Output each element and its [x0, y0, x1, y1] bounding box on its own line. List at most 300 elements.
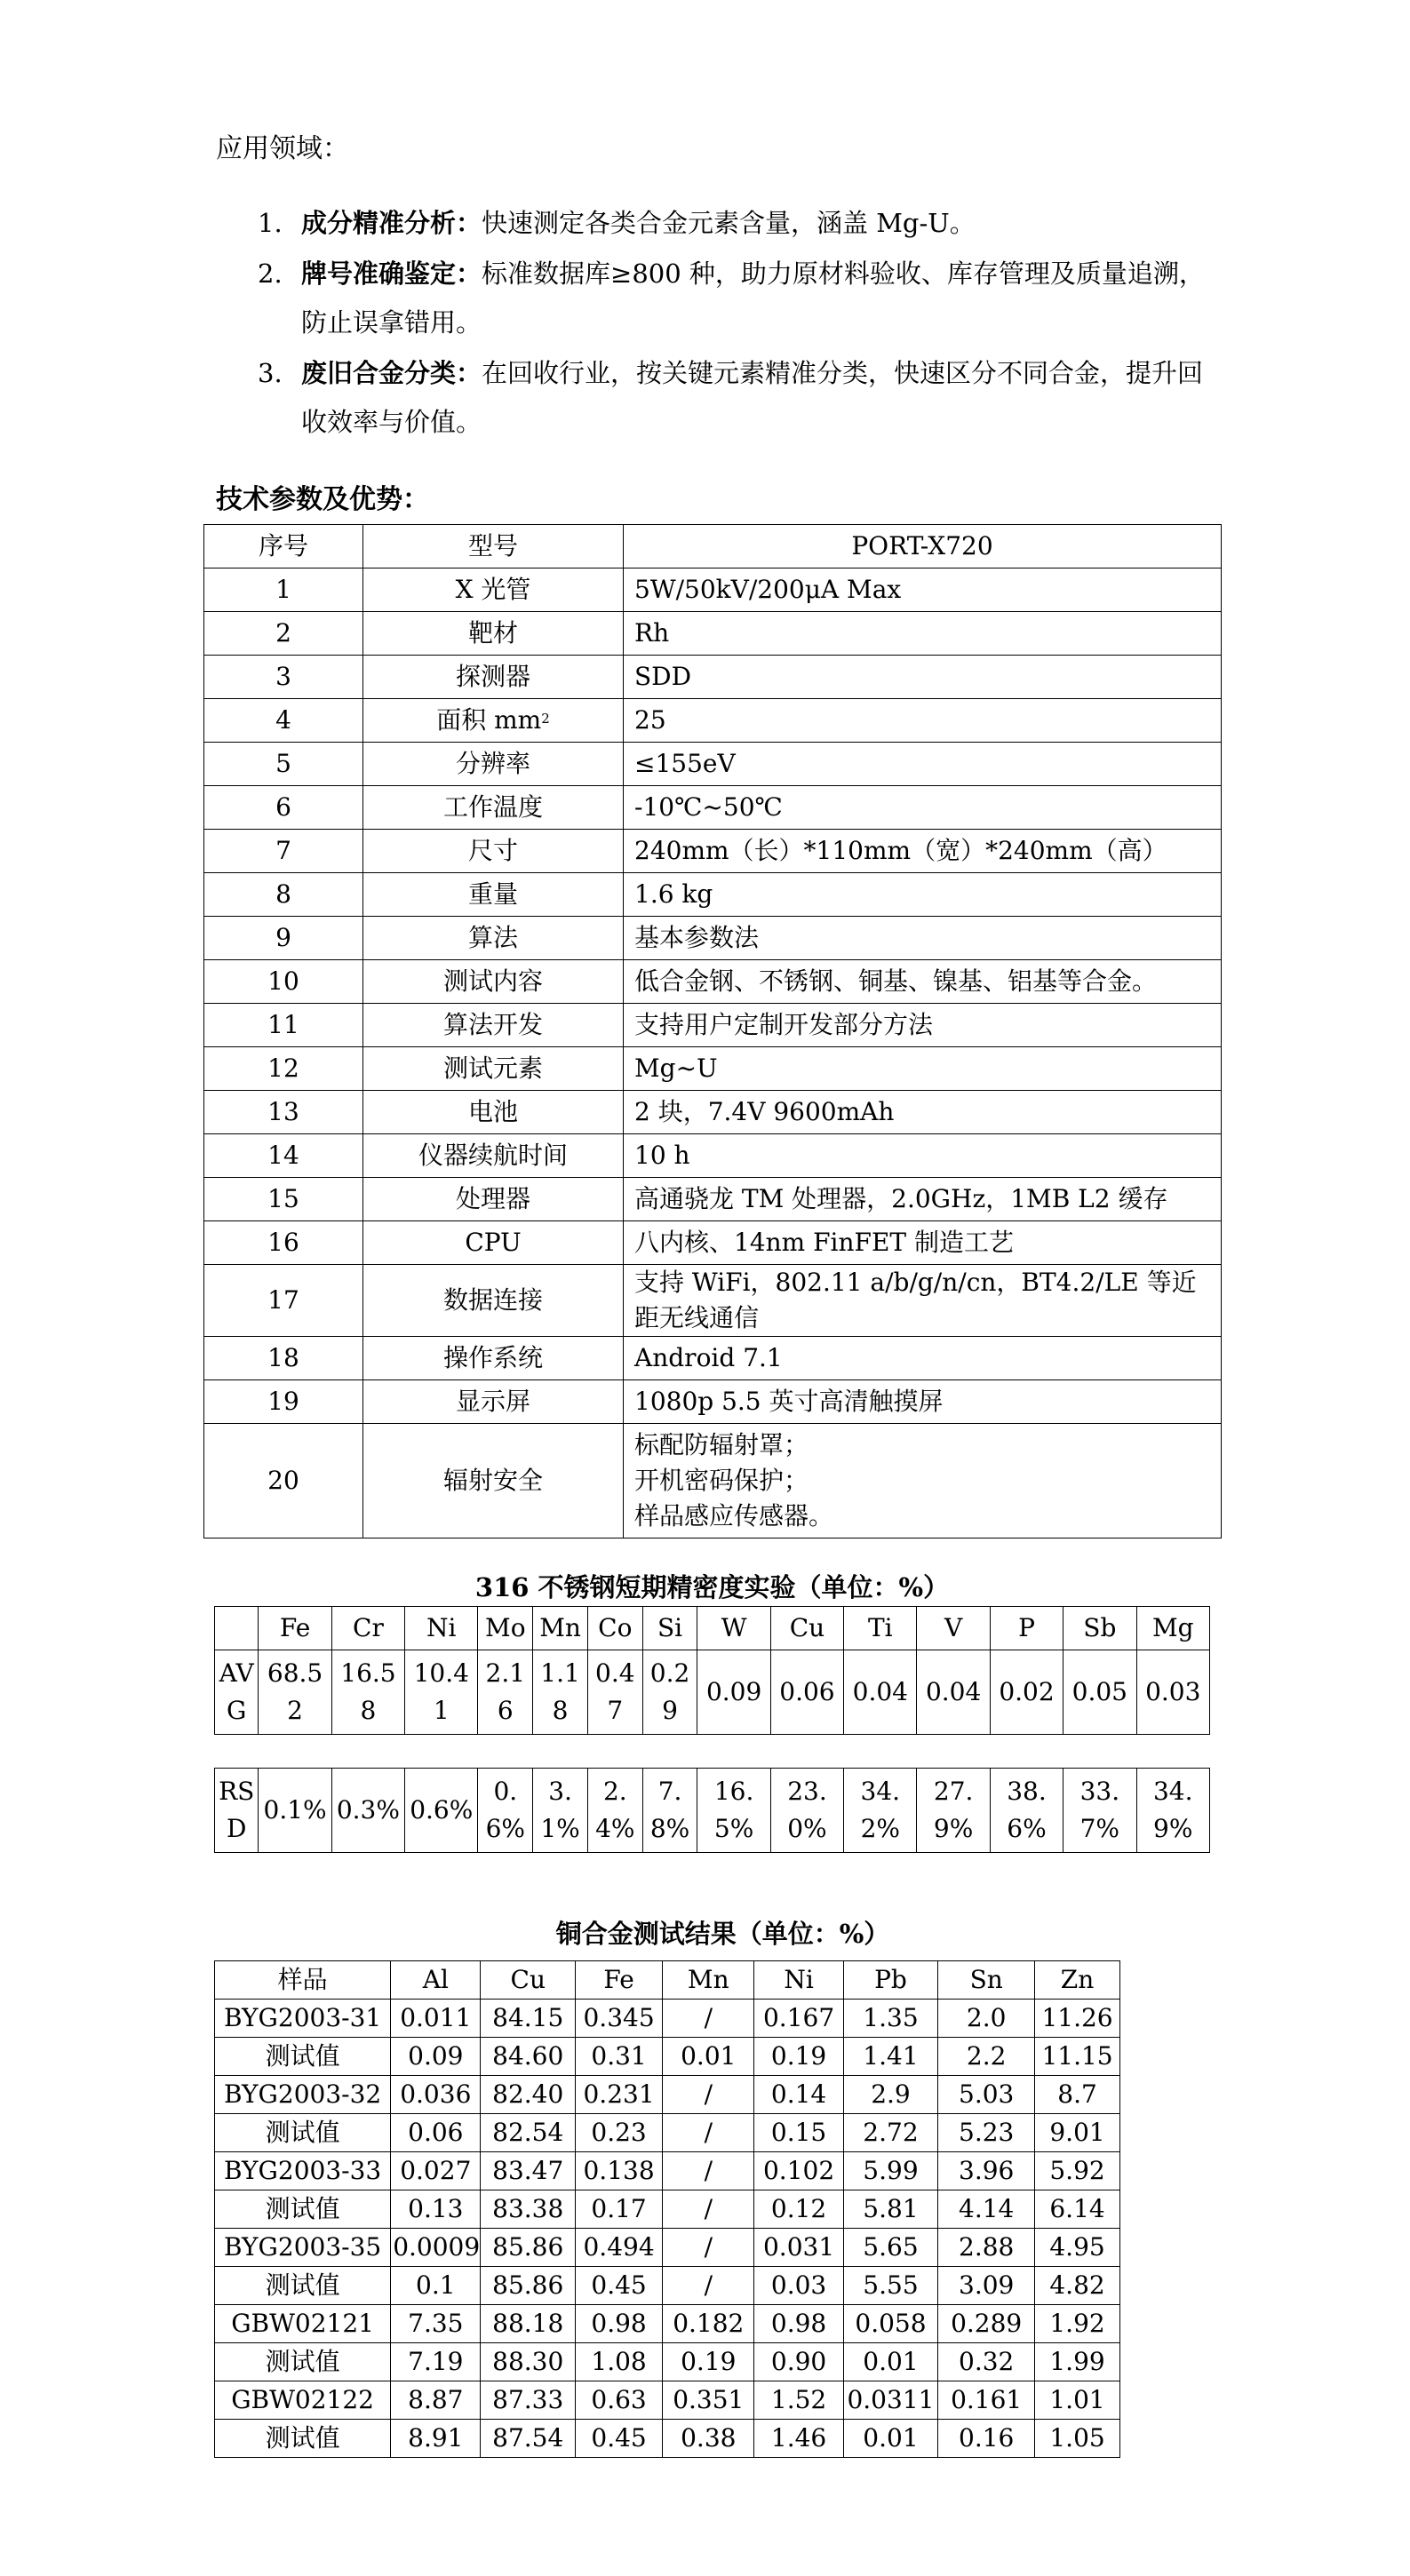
rsd-value: 0.6% [405, 1769, 478, 1853]
spec-name [363, 1424, 624, 1538]
avg-value: 0.03 [1136, 1650, 1210, 1735]
copper-value-cell: 0.01 [843, 2420, 938, 2458]
spec-row [204, 960, 1222, 1004]
copper-value-cell: 0.98 [576, 2305, 663, 2343]
copper-row [215, 2190, 1120, 2229]
copper-sample-cell: GBW02121 [215, 2305, 391, 2343]
copper-column-header: Sn [938, 1961, 1035, 2000]
copper-value-cell: 0.63 [576, 2381, 663, 2420]
copper-column-header: Al [391, 1961, 481, 2000]
precision-header-row [215, 1607, 1210, 1650]
spec-value: 基本参数法 [624, 917, 1222, 960]
copper-value-cell: 83.38 [481, 2190, 576, 2229]
copper-value-cell: 0.23 [576, 2114, 663, 2152]
copper-value-cell: 0.1 [391, 2267, 481, 2305]
copper-sample-cell: BYG2003-32 [215, 2076, 391, 2114]
spec-name-text: 面积 mm [436, 705, 542, 735]
copper-row [215, 2267, 1120, 2305]
spec-name [363, 656, 624, 699]
spec-no: 8 [204, 873, 363, 917]
spec-value: 高通骁龙 TM 处理器，2.0GHz，1MB L2 缓存 [624, 1178, 1222, 1221]
copper-value-cell: / [663, 2267, 754, 2305]
spec-name [363, 1221, 624, 1265]
copper-row [215, 2381, 1120, 2420]
copper-value-cell: 0.12 [754, 2190, 843, 2229]
element-header: Mg [1136, 1607, 1210, 1650]
spec-no: 14 [204, 1134, 363, 1178]
rsd-value: 7.8% [642, 1769, 697, 1853]
copper-value-cell: 83.47 [481, 2152, 576, 2190]
spec-row [204, 612, 1222, 656]
copper-value-cell: 0.98 [754, 2305, 843, 2343]
spec-row [204, 1134, 1222, 1178]
spec-no: 12 [204, 1047, 363, 1091]
copper-value-cell: / [663, 2000, 754, 2038]
rsd-value: 38.6% [990, 1769, 1063, 1853]
rsd-value: 27.9% [917, 1769, 990, 1853]
copper-sample-cell: GBW02122 [215, 2381, 391, 2420]
copper-row [215, 2038, 1120, 2076]
avg-value: 0.09 [697, 1650, 770, 1735]
copper-row [215, 2229, 1120, 2267]
copper-value-cell: 5.65 [843, 2229, 938, 2267]
spec-name [363, 1380, 624, 1424]
spec-value: 支持 WiFi，802.11 a/b/g/n/cn，BT4.2/LE 等近距无线通信 [624, 1265, 1222, 1337]
spec-name-text: 操作系统 [442, 1343, 543, 1372]
copper-value-cell: 0.17 [576, 2190, 663, 2229]
spec-name [363, 1178, 624, 1221]
spec-value-line: 开机密码保护； [634, 1466, 809, 1495]
item-title: 成分精准分析： [301, 208, 482, 238]
spec-row [204, 786, 1222, 830]
application-item [258, 349, 1217, 447]
spec-name-sup: 2 [541, 711, 550, 727]
element-header: Mo [478, 1607, 533, 1650]
spec-name-text: 显示屏 [455, 1387, 530, 1416]
copper-value-cell: 0.45 [576, 2267, 663, 2305]
precision-avg-table [214, 1606, 1210, 1735]
copper-value-cell: 0.167 [754, 2000, 843, 2038]
spec-name [363, 873, 624, 917]
application-heading: 应用领域： [216, 133, 349, 164]
spec-name [363, 743, 624, 786]
copper-value-cell: 88.18 [481, 2305, 576, 2343]
copper-value-cell: 0.289 [938, 2305, 1035, 2343]
spec-name [363, 1134, 624, 1178]
avg-value: 1.18 [533, 1650, 588, 1735]
copper-row [215, 2343, 1120, 2381]
copper-value-cell: / [663, 2229, 754, 2267]
copper-value-cell: 2.2 [938, 2038, 1035, 2076]
spec-name [363, 1337, 624, 1380]
spec-no: 2 [204, 612, 363, 656]
rsd-value: 0.3% [331, 1769, 404, 1853]
spec-no: 1 [204, 568, 363, 612]
copper-value-cell: 11.15 [1035, 2038, 1120, 2076]
copper-value-cell: / [663, 2152, 754, 2190]
rsd-value: 0.1% [259, 1769, 331, 1853]
copper-value-cell: 3.96 [938, 2152, 1035, 2190]
element-header: P [990, 1607, 1063, 1650]
copper-value-cell: 0.90 [754, 2343, 843, 2381]
copper-value-cell: 0.102 [754, 2152, 843, 2190]
spec-row [204, 1004, 1222, 1047]
spec-no: 15 [204, 1178, 363, 1221]
copper-value-cell: 1.41 [843, 2038, 938, 2076]
item-text: 标准数据库≥800 种，助力原材料验收、库存管理及质量追溯，防止误拿错用。 [301, 258, 1205, 338]
copper-value-cell: 0.182 [663, 2305, 754, 2343]
spec-row [204, 568, 1222, 612]
copper-value-cell: 84.15 [481, 2000, 576, 2038]
copper-column-header: Cu [481, 1961, 576, 2000]
spec-no: 9 [204, 917, 363, 960]
copper-value-cell: 0.138 [576, 2152, 663, 2190]
spec-no: 11 [204, 1004, 363, 1047]
copper-value-cell: 4.14 [938, 2190, 1035, 2229]
spec-no: 4 [204, 699, 363, 743]
copper-row [215, 2152, 1120, 2190]
precision-rsd-table [214, 1768, 1210, 1853]
rsd-value: 16.5% [697, 1769, 770, 1853]
spec-value: -10℃~50℃ [624, 786, 1222, 830]
copper-value-cell: 0.32 [938, 2343, 1035, 2381]
copper-value-cell: 84.60 [481, 2038, 576, 2076]
rsd-label: RSD [215, 1769, 259, 1853]
spec-row [204, 1047, 1222, 1091]
spec-value: 25 [624, 699, 1222, 743]
copper-value-cell: 4.95 [1035, 2229, 1120, 2267]
spec-name-text: 分辨率 [455, 749, 530, 778]
spec-row [204, 873, 1222, 917]
copper-sample-cell: 测试值 [215, 2114, 391, 2152]
element-header: Cr [331, 1607, 404, 1650]
copper-sample-cell: 测试值 [215, 2343, 391, 2381]
spec-name [363, 917, 624, 960]
copper-value-cell: 5.03 [938, 2076, 1035, 2114]
list-number: 2. [258, 258, 283, 289]
copper-value-cell: 0.036 [391, 2076, 481, 2114]
copper-value-cell: 87.54 [481, 2420, 576, 2458]
copper-sample-cell: 测试值 [215, 2038, 391, 2076]
copper-value-cell: 0.31 [576, 2038, 663, 2076]
spec-name [363, 960, 624, 1004]
spec-no: 18 [204, 1337, 363, 1380]
element-header: Mn [533, 1607, 588, 1650]
copper-value-cell: 82.54 [481, 2114, 576, 2152]
spec-row [204, 1091, 1222, 1134]
copper-value-cell: 0.14 [754, 2076, 843, 2114]
copper-value-cell: 0.351 [663, 2381, 754, 2420]
copper-table [214, 1960, 1120, 2458]
spec-name [363, 786, 624, 830]
spec-row [204, 699, 1222, 743]
spec-header-no: 序号 [204, 525, 363, 568]
copper-value-cell: 1.01 [1035, 2381, 1120, 2420]
application-item [258, 250, 1217, 347]
copper-sample-cell: 测试值 [215, 2190, 391, 2229]
spec-row [204, 917, 1222, 960]
copper-value-cell: 0.027 [391, 2152, 481, 2190]
spec-name [363, 1265, 624, 1337]
spec-table [203, 524, 1222, 1538]
copper-value-cell: 0.16 [938, 2420, 1035, 2458]
spec-name-text: 探测器 [455, 662, 530, 691]
spec-name-text: CPU [465, 1228, 522, 1257]
precision-avg-row [215, 1650, 1210, 1735]
copper-value-cell: 0.161 [938, 2381, 1035, 2420]
copper-value-cell: 0.45 [576, 2420, 663, 2458]
spec-value: 240mm（长）*110mm（宽）*240mm（高） [624, 830, 1222, 873]
spec-row [204, 1424, 1222, 1538]
avg-value: 0.04 [917, 1650, 990, 1735]
copper-value-cell: 4.82 [1035, 2267, 1120, 2305]
spec-no: 10 [204, 960, 363, 1004]
element-header: Ni [405, 1607, 478, 1650]
spec-value: 5W/50kV/200μA Max [624, 568, 1222, 612]
copper-value-cell: 1.08 [576, 2343, 663, 2381]
copper-value-cell: 1.99 [1035, 2343, 1120, 2381]
rsd-value: 34.9% [1136, 1769, 1210, 1853]
element-header: Co [587, 1607, 642, 1650]
copper-sample-cell: 测试值 [215, 2420, 391, 2458]
application-item [258, 199, 1217, 248]
copper-value-cell: 0.0009 [391, 2229, 481, 2267]
copper-value-cell: 0.01 [843, 2343, 938, 2381]
spec-no: 5 [204, 743, 363, 786]
avg-value: 0.05 [1063, 1650, 1136, 1735]
copper-column-header: Zn [1035, 1961, 1120, 2000]
copper-value-cell: 88.30 [481, 2343, 576, 2381]
avg-value: 2.16 [478, 1650, 533, 1735]
copper-value-cell: 9.01 [1035, 2114, 1120, 2152]
spec-row [204, 1265, 1222, 1337]
spec-value-line: 标配防辐射罩； [634, 1430, 809, 1459]
copper-value-cell: 1.35 [843, 2000, 938, 2038]
copper-value-cell: 8.87 [391, 2381, 481, 2420]
copper-column-header: 样品 [215, 1961, 391, 2000]
copper-value-cell: 1.52 [754, 2381, 843, 2420]
copper-value-cell: 0.19 [754, 2038, 843, 2076]
spec-no: 3 [204, 656, 363, 699]
spec-value: 2 块，7.4V 9600mAh [624, 1091, 1222, 1134]
avg-value: 0.06 [770, 1650, 843, 1735]
copper-value-cell: 3.09 [938, 2267, 1035, 2305]
spec-name-text: 辐射安全 [442, 1466, 543, 1495]
spec-name [363, 612, 624, 656]
precision-title: 316 不锈钢短期精密度实验（单位：%） [474, 1572, 950, 1602]
spec-name [363, 830, 624, 873]
copper-column-header: Fe [576, 1961, 663, 2000]
avg-value: 10.41 [405, 1650, 478, 1735]
copper-sample-cell: BYG2003-33 [215, 2152, 391, 2190]
copper-value-cell: 0.13 [391, 2190, 481, 2229]
copper-column-header: Ni [754, 1961, 843, 2000]
copper-value-cell: 0.494 [576, 2229, 663, 2267]
copper-value-cell: 5.92 [1035, 2152, 1120, 2190]
spec-name [363, 699, 624, 743]
copper-title: 铜合金测试结果（单位：%） [555, 1919, 890, 1949]
copper-value-cell: 0.06 [391, 2114, 481, 2152]
spec-value: Rh [624, 612, 1222, 656]
copper-value-cell: 0.031 [754, 2229, 843, 2267]
copper-value-cell: 5.81 [843, 2190, 938, 2229]
copper-value-cell: 0.058 [843, 2305, 938, 2343]
spec-value-line: 样品感应传感器。 [634, 1501, 834, 1530]
avg-value: 0.02 [990, 1650, 1063, 1735]
copper-row [215, 2305, 1120, 2343]
avg-value: 68.52 [259, 1650, 331, 1735]
spec-value: 1080p 5.5 英寸高清触摸屏 [624, 1380, 1222, 1424]
copper-row [215, 2420, 1120, 2458]
spec-name-text: X 光管 [455, 575, 531, 604]
copper-value-cell: 0.09 [391, 2038, 481, 2076]
spec-name-text: 工作温度 [442, 792, 543, 822]
spec-name-text: 尺寸 [467, 836, 518, 865]
item-text: 快速测定各类合金元素含量，涵盖 Mg-U。 [482, 208, 976, 238]
spec-row [204, 1337, 1222, 1380]
element-header: Ti [844, 1607, 917, 1650]
copper-sample-cell: BYG2003-35 [215, 2229, 391, 2267]
spec-no: 20 [204, 1424, 363, 1538]
copper-value-cell: 1.92 [1035, 2305, 1120, 2343]
spec-no: 7 [204, 830, 363, 873]
avg-value: 0.29 [642, 1650, 697, 1735]
spec-name-text: 电池 [467, 1097, 518, 1126]
copper-column-header: Pb [843, 1961, 938, 2000]
spec-name-text: 处理器 [455, 1184, 530, 1213]
spec-name-text: 数据连接 [442, 1285, 543, 1315]
copper-row [215, 2114, 1120, 2152]
spec-name-text: 仪器续航时间 [418, 1141, 568, 1170]
spec-header-model: 型号 [363, 525, 624, 568]
spec-name-text: 算法 [467, 923, 518, 952]
element-header: Fe [259, 1607, 331, 1650]
spec-name-text: 靶材 [467, 618, 518, 648]
element-header: W [697, 1607, 770, 1650]
copper-value-cell: 0.01 [663, 2038, 754, 2076]
spec-value: 低合金钢、不锈钢、铜基、镍基、铝基等合金。 [624, 960, 1222, 1004]
element-header: Cu [770, 1607, 843, 1650]
copper-value-cell: 7.35 [391, 2305, 481, 2343]
copper-value-cell: 0.231 [576, 2076, 663, 2114]
spec-no: 16 [204, 1221, 363, 1265]
copper-value-cell: 5.23 [938, 2114, 1035, 2152]
precision-rsd-row [215, 1769, 1210, 1853]
spec-no: 13 [204, 1091, 363, 1134]
rsd-value: 34.2% [844, 1769, 917, 1853]
spec-header-row [204, 525, 1222, 568]
spec-value: 八内核、14nm FinFET 制造工艺 [624, 1221, 1222, 1265]
spec-name [363, 1047, 624, 1091]
spec-value: Android 7.1 [624, 1337, 1222, 1380]
spec-name-text: 测试元素 [442, 1053, 543, 1083]
list-number: 3. [258, 358, 283, 388]
spec-name-text: 算法开发 [442, 1010, 543, 1039]
copper-row [215, 2076, 1120, 2114]
spec-name-text: 重量 [467, 879, 518, 909]
spec-name [363, 1004, 624, 1047]
copper-value-cell: 2.0 [938, 2000, 1035, 2038]
rsd-value: 0.6% [478, 1769, 533, 1853]
copper-value-cell: 2.72 [843, 2114, 938, 2152]
spec-row [204, 1178, 1222, 1221]
copper-value-cell: 0.19 [663, 2343, 754, 2381]
copper-value-cell: 0.0311 [843, 2381, 938, 2420]
copper-value-cell: 2.9 [843, 2076, 938, 2114]
spec-value: ≤155eV [624, 743, 1222, 786]
spec-name-text: 测试内容 [442, 966, 543, 996]
rsd-value: 33.7% [1063, 1769, 1136, 1853]
item-title: 废旧合金分类： [301, 358, 482, 388]
spec-name [363, 1091, 624, 1134]
copper-value-cell: 1.05 [1035, 2420, 1120, 2458]
avg-label: AVG [215, 1650, 259, 1735]
copper-column-header: Mn [663, 1961, 754, 2000]
copper-value-cell: / [663, 2114, 754, 2152]
copper-sample-cell: BYG2003-31 [215, 2000, 391, 2038]
rsd-value: 3.1% [533, 1769, 588, 1853]
copper-value-cell: 8.7 [1035, 2076, 1120, 2114]
copper-value-cell: 1.46 [754, 2420, 843, 2458]
copper-value-cell: 0.38 [663, 2420, 754, 2458]
spec-header-value: PORT-X720 [624, 525, 1222, 568]
rsd-value: 2.4% [587, 1769, 642, 1853]
spec-no: 19 [204, 1380, 363, 1424]
spec-row [204, 830, 1222, 873]
spec-value: SDD [624, 656, 1222, 699]
spec-value [624, 1424, 1222, 1538]
spec-value: 10 h [624, 1134, 1222, 1178]
copper-row [215, 2000, 1120, 2038]
copper-value-cell: 2.88 [938, 2229, 1035, 2267]
spec-value: 1.6 kg [624, 873, 1222, 917]
list-number: 1. [258, 208, 283, 238]
copper-value-cell: / [663, 2076, 754, 2114]
copper-value-cell: 0.03 [754, 2267, 843, 2305]
avg-value: 0.04 [844, 1650, 917, 1735]
application-list [258, 199, 1217, 449]
rsd-value: 23.0% [770, 1769, 843, 1853]
avg-value: 0.47 [587, 1650, 642, 1735]
copper-value-cell: / [663, 2190, 754, 2229]
copper-value-cell: 85.86 [481, 2229, 576, 2267]
copper-value-cell: 82.40 [481, 2076, 576, 2114]
spec-value: Mg~U [624, 1047, 1222, 1091]
copper-header-row [215, 1961, 1120, 2000]
copper-value-cell: 7.19 [391, 2343, 481, 2381]
copper-value-cell: 0.011 [391, 2000, 481, 2038]
precision-corner-cell [215, 1607, 259, 1650]
spec-row [204, 743, 1222, 786]
copper-value-cell: 0.15 [754, 2114, 843, 2152]
spec-row [204, 1221, 1222, 1265]
avg-value: 16.58 [331, 1650, 404, 1735]
copper-value-cell: 85.86 [481, 2267, 576, 2305]
copper-value-cell: 5.99 [843, 2152, 938, 2190]
copper-sample-cell: 测试值 [215, 2267, 391, 2305]
copper-value-cell: 6.14 [1035, 2190, 1120, 2229]
spec-no: 6 [204, 786, 363, 830]
specs-heading: 技术参数及优势： [216, 484, 429, 515]
element-header: Sb [1063, 1607, 1136, 1650]
element-header: V [917, 1607, 990, 1650]
spec-no: 17 [204, 1265, 363, 1337]
copper-value-cell: 11.26 [1035, 2000, 1120, 2038]
spec-row [204, 656, 1222, 699]
item-text: 在回收行业，按关键元素精准分类，快速区分不同合金，提升回收效率与价值。 [301, 358, 1204, 437]
copper-value-cell: 87.33 [481, 2381, 576, 2420]
copper-value-cell: 5.55 [843, 2267, 938, 2305]
